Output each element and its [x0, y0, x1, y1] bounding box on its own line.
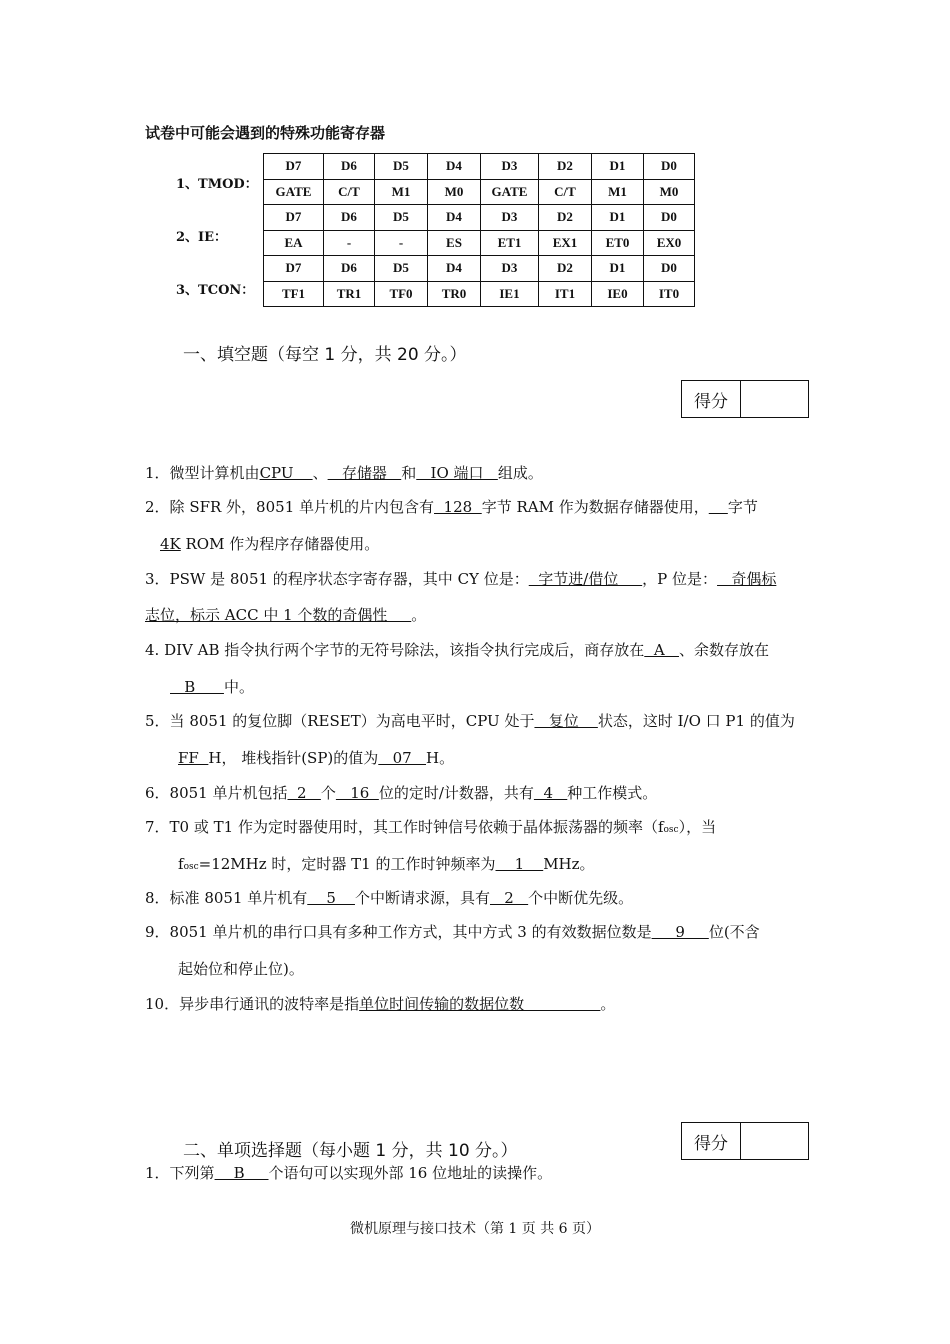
reg-cell: D2 [539, 154, 592, 180]
q1-3: 3．PSW 是 8051 的程序状态字寄存器，其中 CY 位是： 字节进/借位 ，P 位是： 奇偶标 [145, 570, 777, 588]
reg-cell: D7 [264, 205, 324, 231]
reg-cell: D6 [324, 256, 375, 282]
q1-8: 8．标准 8051 单片机有 5 个中断请求源，具有 2 个中断优先级。 [145, 889, 634, 907]
reg-cell: D5 [375, 205, 428, 231]
reg-cell: IT0 [644, 281, 695, 307]
reg-cell: IE1 [481, 281, 539, 307]
reg-cell: D3 [481, 205, 539, 231]
reg-cell: D1 [592, 256, 644, 282]
q1-1: 1．微型计算机由CPU 、 存储器 和 IO 端口 组成。 [145, 464, 543, 482]
reg-cell: C/T [539, 179, 592, 205]
reg-cell: M1 [375, 179, 428, 205]
reg-cell: IT1 [539, 281, 592, 307]
q1-9-cont: 起始位和停止位)。 [178, 960, 304, 978]
reg-cell: GATE [264, 179, 324, 205]
reg-cell: EX0 [644, 230, 695, 256]
q1-4: 4. DIV AB 指令执行两个字节的无符号除法，该指令执行完成后，商存放在 A 、余数存放在 [145, 641, 769, 659]
reg-row-0-bits [264, 154, 695, 180]
q1-2-cont: 4K ROM 作为程序存储器使用。 [160, 535, 380, 553]
score-value-cell [741, 381, 808, 417]
reg-cell: D1 [592, 154, 644, 180]
reg-cell: D3 [481, 256, 539, 282]
reg-cell: D3 [481, 154, 539, 180]
reg-cell: TF1 [264, 281, 324, 307]
reg-cell: IE0 [592, 281, 644, 307]
reg-cell: ET1 [481, 230, 539, 256]
q1-4-cont: B 中。 [170, 678, 254, 696]
reg-cell: D2 [539, 205, 592, 231]
reg-cell: ET0 [592, 230, 644, 256]
reg-cell: D2 [539, 256, 592, 282]
reg-cell: D0 [644, 205, 695, 231]
reg-cell: - [375, 230, 428, 256]
reg-cell: D7 [264, 256, 324, 282]
q1-3-cont: 志位，标示 ACC 中 1 个数的奇偶性 。 [145, 606, 427, 624]
reg-row-2-bits [264, 256, 695, 282]
sfr-title: 试卷中可能会遇到的特殊功能寄存器 [145, 124, 386, 142]
reg-label-tcon: 3、TCON： [176, 283, 255, 298]
section2-score-box [681, 1122, 809, 1160]
reg-cell: M0 [428, 179, 481, 205]
reg-cell: D4 [428, 256, 481, 282]
reg-cell: M1 [592, 179, 644, 205]
reg-cell: C/T [324, 179, 375, 205]
reg-row-1-names [264, 230, 695, 256]
section1-score-box [681, 380, 809, 418]
reg-cell: EA [264, 230, 324, 256]
reg-cell: TR1 [324, 281, 375, 307]
reg-label-tmod: 1、TMOD： [176, 177, 258, 192]
reg-row-1-bits [264, 205, 695, 231]
q1-5: 5．当 8051 的复位脚（RESET）为高电平时，CPU 处于 复位 状态，这时 I/O 口 P1 的值为 [145, 712, 795, 730]
section2-title: 二、单项选择题（每小题 1 分，共 10 分。） [183, 1141, 518, 1161]
reg-cell: EX1 [539, 230, 592, 256]
reg-row-0-names [264, 179, 695, 205]
q1-5-cont: FF H， 堆栈指针(SP)的值为 07 H。 [178, 749, 455, 767]
section1-title: 一、填空题（每空 1 分，共 20 分。） [183, 345, 467, 365]
reg-cell: D0 [644, 154, 695, 180]
reg-cell: GATE [481, 179, 539, 205]
sfr-register-table [263, 153, 695, 307]
reg-cell: - [324, 230, 375, 256]
score-value-cell [741, 1123, 808, 1159]
reg-cell: D5 [375, 256, 428, 282]
q2-1: 1．下列第 B 个语句可以实现外部 16 位地址的读操作。 [145, 1164, 553, 1182]
q1-2: 2．除 SFR 外，8051 单片机的片内包含有 128 字节 RAM 作为数据存储器使用， 字节 [145, 498, 758, 516]
q1-9: 9．8051 单片机的串行口具有多种工作方式，其中方式 3 的有效数据位数是 9 位(不含 [145, 923, 760, 941]
reg-label-ie: 2、IE： [176, 230, 228, 245]
reg-row-2-names [264, 281, 695, 307]
reg-cell: TR0 [428, 281, 481, 307]
score-label: 得分 [682, 381, 741, 417]
reg-cell: M0 [644, 179, 695, 205]
reg-cell: D7 [264, 154, 324, 180]
q1-10: 10．异步串行通讯的波特率是指单位时间传输的数据位数 。 [145, 995, 616, 1013]
reg-cell: D0 [644, 256, 695, 282]
page-footer: 微机原理与接口技术（第 1 页 共 6 页） [349, 1221, 601, 1237]
reg-cell: D1 [592, 205, 644, 231]
reg-cell: ES [428, 230, 481, 256]
reg-cell: D5 [375, 154, 428, 180]
q1-7-cont: fosc=12MHz 时，定时器 T1 的工作时钟频率为 1 MHz。 [178, 855, 595, 873]
reg-cell: D4 [428, 205, 481, 231]
reg-cell: D6 [324, 154, 375, 180]
reg-cell: D4 [428, 154, 481, 180]
score-label: 得分 [682, 1123, 741, 1159]
q1-6: 6．8051 单片机包括 2 个 16 位的定时/计数器，共有 4 种工作模式。 [145, 784, 658, 802]
reg-cell: D6 [324, 205, 375, 231]
q1-7: 7．T0 或 T1 作为定时器使用时，其工作时钟信号依赖于晶体振荡器的频率（fosc），当 [145, 818, 717, 836]
reg-cell: TF0 [375, 281, 428, 307]
